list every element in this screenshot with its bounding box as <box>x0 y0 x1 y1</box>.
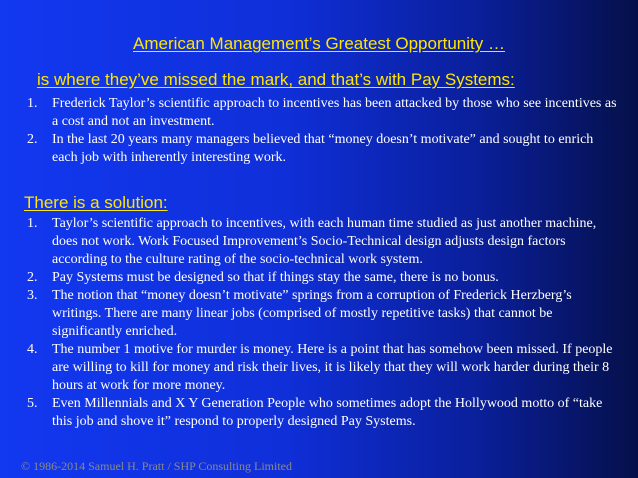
list-item-number: 3. <box>27 288 38 303</box>
section-heading-pay-systems: is where they’ve missed the mark, and that’s with Pay Systems: <box>37 70 515 89</box>
slide-title: American Management’s Greatest Opportunity … <box>133 34 505 53</box>
copyright-footer: © 1986-2014 Samuel H. Pratt / SHP Consulting Limited <box>21 459 293 473</box>
list-item <box>27 287 619 341</box>
list-item <box>27 131 617 167</box>
list-item <box>27 395 619 431</box>
list-item <box>27 269 619 287</box>
list-item-text: Pay Systems must be designed so that if things stay the same, there is no bonus. <box>52 270 499 285</box>
list-item-number: 1. <box>27 96 38 111</box>
list-item-number: 2. <box>27 132 38 147</box>
list-item-text: Taylor’s scientific approach to incentives, with each human time studied as just another machine, does not work. Work Focused Improvement’s Socio-Technical design adjusts design factors according to the culture rating of the socio-technical work system. <box>52 216 597 267</box>
list-item <box>27 341 619 395</box>
problem-list <box>27 95 617 167</box>
list-item-text: The number 1 motive for murder is money. Here is a point that has somehow been missed. If people are willing to kill for money and risk their lives, it is likely that they will work harder during their 8 hours at work for more money. <box>52 342 613 393</box>
list-item-number: 2. <box>27 270 38 285</box>
list-item <box>27 215 619 269</box>
list-item-number: 1. <box>27 216 38 231</box>
list-item-text: The notion that “money doesn’t motivate” springs from a corruption of Frederick Herzberg’s writings. There are many linear jobs (comprised of mostly repetitive tasks) that cannot be significantly enriched. <box>52 288 572 339</box>
list-item-number: 4. <box>27 342 38 357</box>
list-item-number: 5. <box>27 396 38 411</box>
list-item-text: In the last 20 years many managers believed that “money doesn’t motivate” and sought to enrich each job with inherently interesting work. <box>52 132 594 165</box>
section-heading-solution: There is a solution: <box>24 193 168 212</box>
list-item-text: Frederick Taylor’s scientific approach to incentives has been attacked by those who see incentives as a cost and not an investment. <box>52 96 617 129</box>
list-item <box>27 95 617 131</box>
solution-list <box>27 215 619 431</box>
list-item-text: Even Millennials and X Y Generation People who sometimes adopt the Hollywood motto of “take this job and shove it” respond to properly designed Pay Systems. <box>52 396 603 429</box>
